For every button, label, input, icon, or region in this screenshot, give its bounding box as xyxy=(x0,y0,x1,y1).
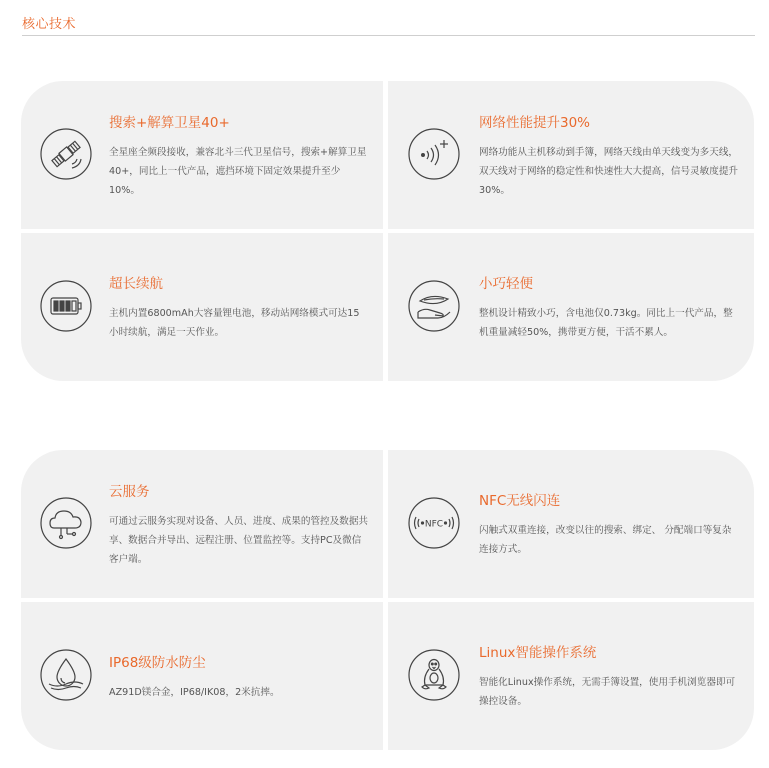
linux-penguin-icon xyxy=(407,648,461,702)
feature-card-satellite xyxy=(21,81,383,229)
feature-description: 整机设计精致小巧，含电池仅0.73kg。同比上一代产品，整机重量减轻50%，携带更方便，干活不累人。 xyxy=(479,308,733,338)
section-divider xyxy=(22,35,755,36)
feature-card-content xyxy=(479,489,740,559)
feature-card-content xyxy=(109,272,369,342)
feature-title: 搜索+解算卫星40+ xyxy=(109,115,230,131)
nfc-icon-label: NFC xyxy=(424,519,444,530)
feature-description: 主机内置6800mAh大容量锂电池，移动站网络模式可达15小时续航，满足一天作业。 xyxy=(109,308,360,338)
feature-title: IP68级防水防尘 xyxy=(109,655,206,671)
network-signal-icon xyxy=(407,127,461,181)
feature-card-content xyxy=(479,111,740,200)
feature-description: 可通过云服务实现对设备、人员、进度、成果的管控及数据共享、数据合并导出、远程注册、位置监控等。支持PC及微信客户端。 xyxy=(109,516,369,565)
feature-card-linux xyxy=(388,602,754,750)
feature-group-1 xyxy=(21,81,754,381)
feature-card-network xyxy=(388,81,754,229)
feature-description: 闪触式双重连接，改变以往的搜索、绑定、 分配端口等复杂连接方式。 xyxy=(479,525,732,555)
satellite-icon xyxy=(39,127,93,181)
feature-card-content xyxy=(109,651,369,702)
feature-title: 小巧轻便 xyxy=(479,276,533,292)
feature-description: AZ91D镁合金，IP68/IK08，2米抗摔。 xyxy=(109,687,280,698)
feature-title: NFC无线闪连 xyxy=(479,493,561,509)
section-title: 核心技术 xyxy=(22,17,77,32)
battery-icon xyxy=(39,279,93,333)
feature-description: 网络功能从主机移动到手簿，网络天线由单天线变为多天线，双天线对于网络的稳定性和快速性大大提高，信号灵敏度提升30%。 xyxy=(479,147,739,196)
feature-card-cloud xyxy=(21,450,383,598)
feature-card-nfc xyxy=(388,450,754,598)
feature-card-content xyxy=(109,111,369,200)
feature-description: 全星座全频段接收，兼容北斗三代卫星信号，搜索+解算卫星40+，同比上一代产品，遮挡环境下固定效果提升至少10%。 xyxy=(109,147,367,196)
cloud-icon xyxy=(39,496,93,550)
water-drop-icon xyxy=(39,648,93,702)
feature-group-2 xyxy=(21,450,754,750)
feature-card-waterproof xyxy=(21,602,383,750)
feature-title: 超长续航 xyxy=(109,276,163,292)
feather-hand-icon xyxy=(407,279,461,333)
feature-title: 云服务 xyxy=(109,484,150,500)
nfc-icon xyxy=(407,496,461,550)
feature-title: Linux智能操作系统 xyxy=(479,645,597,661)
feature-card-battery xyxy=(21,233,383,381)
feature-card-content xyxy=(109,480,369,569)
feature-card-content xyxy=(479,272,740,342)
feature-title: 网络性能提升30% xyxy=(479,115,591,131)
feature-description: 智能化Linux操作系统，无需手簿设置，使用手机浏览器即可操控设备。 xyxy=(479,677,736,707)
feature-card-content xyxy=(479,641,740,711)
feature-card-lightweight xyxy=(388,233,754,381)
